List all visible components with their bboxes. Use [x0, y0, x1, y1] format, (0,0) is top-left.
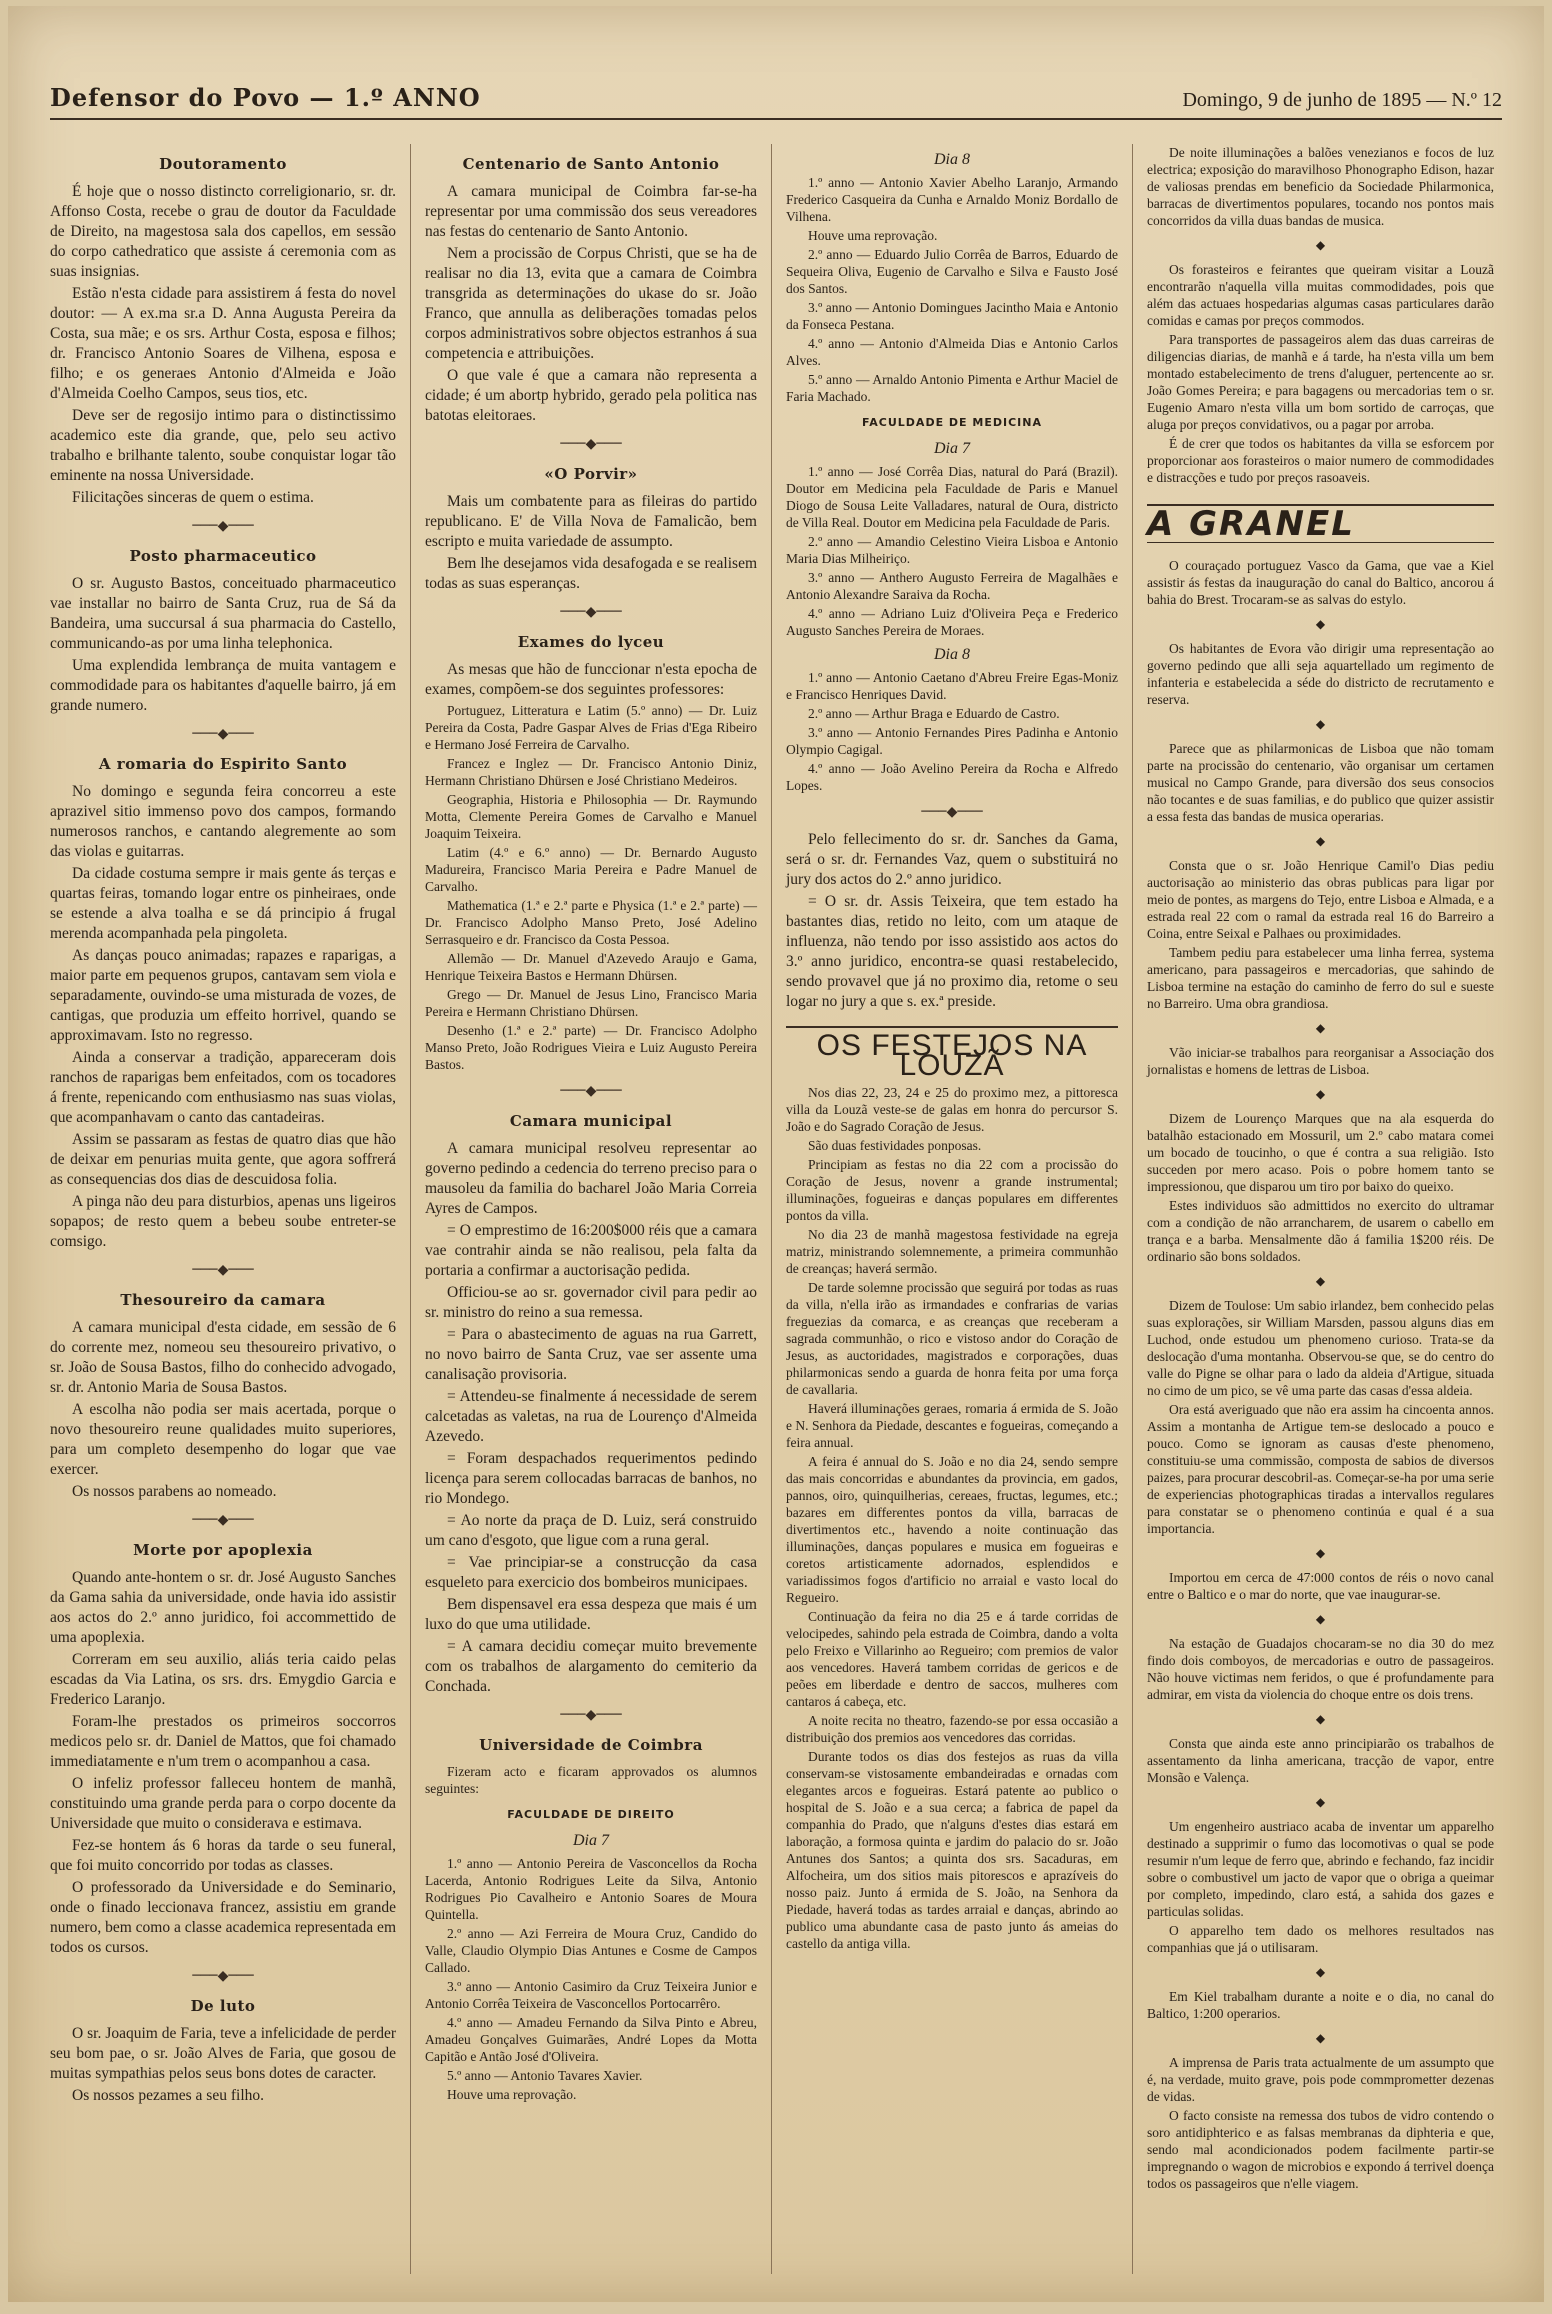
paragraph: O que vale é que a camara não representa a cidade; é um abortp hybrido, gerado pela politica nas batotas eleitoraes.	[425, 367, 757, 424]
paragraph: Houve uma reprovação.	[808, 228, 938, 243]
section-title: Exames do lyceu	[517, 633, 665, 651]
section-title: Camara municipal	[509, 1112, 673, 1130]
faculty-heading: FACULDADE DE MEDICINA	[862, 416, 1042, 429]
paragraph: Fizeram acto e ficaram approvados os alumnos seguintes:	[425, 1764, 757, 1796]
diamond-ornament: ◆	[1315, 1021, 1326, 1035]
paragraph: 1.º anno — Antonio Caetano d'Abreu Freire Egas-Moniz e Francisco Henriques David.	[786, 670, 1118, 702]
paragraph: Mathematica (1.ª e 2.ª parte e Physica (1.ª e 2.ª parte) — Dr. Francisco Adolpho Manso Preto, José Adelino Serrasqueiro e dr. Francisco da Costa Pessoa.	[425, 898, 757, 947]
ornament-divider: ───◆───	[560, 1707, 622, 1723]
ornament-divider: ───◆───	[192, 1968, 254, 1984]
paragraph: Continuação da feira no dia 25 e á tarde corridas de velocipedes, sahindo pela estrada de Coimbra, dando a volta pelo Freixo e Villarinho ao Regueiro; com premios de valor aos vencedores. Haverá tambem corridas de gericos e de peões em liberdade e dentro de saccos, mulheres com cantaros á cabeça, etc.	[786, 1609, 1118, 1709]
paragraph: Dizem de Lourenço Marques que na ala esquerda do batalhão estacionado em Mossuril, um 2.º cabo matara comei um bocado de toucinho, o que é contra a sua religião. Isto succeden por mero acaso. Pois o pobre homem tanto se impressionou, que disparou um tiro por baixo do queixo.	[1147, 1111, 1494, 1194]
paragraph: Os forasteiros e feirantes que queiram visitar a Louzã encontrarão n'aquella villa muitas commodidades, pois que além das actuaes hospedarias algumas casas particulares darão comidas e camas por preços commodos.	[1147, 262, 1494, 328]
paragraph: As danças pouco animadas; rapazes e raparigas, a maior parte em pequenos grupos, cantavam sem viola e separadamente, ouvindo-se uma misturada de vozes, de cantigas, que produzia um effeito horrivel, quando se approximavam. Isto no regresso.	[50, 947, 396, 1044]
paragraph: Consta que o sr. João Henrique Camil'o Dias pediu auctorisação ao ministerio das obras publicas para ligar por meio de pontes, as margens do Tejo, entre Lisboa e Almada, e a estrada real 22 com o ramal da estrada real 16 do Barreiro a Coina, entre Seixal e Palhaes ou proximidades.	[1147, 858, 1494, 941]
paragraph: 3.º anno — Antonio Casimiro da Cruz Teixeira Junior e Antonio Corrêa Teixeira de Vasconcellos Portocarrêro.	[425, 1979, 757, 2011]
paragraph: No domingo e segunda feira concorreu a este aprazivel sitio immenso povo dos campos, formando numerosos ranchos, e cantando alegremente ao som das violas e guitarras.	[50, 783, 396, 860]
column-4	[1133, 144, 1494, 2274]
paragraph: O professorado da Universidade e do Seminario, onde o finado leccionava francez, assistiu em grande numero, bem como a classe academica representada em todos os cursos.	[50, 1879, 396, 1956]
paragraph: = O sr. dr. Assis Teixeira, que tem estado ha bastantes dias, retido no leito, com um ataque de influenza, não tendo por isso assistido aos actos do 3.º anno juridico, encontra-se quasi restabelecido, sendo provavel que já no proximo dia, retome o seu logar no jury a que s. ex.ª preside.	[786, 893, 1118, 1010]
paragraph: A camara municipal d'esta cidade, em sessão de 6 do corrente mez, nomeou seu thesoureiro privativo, o sr. João de Sousa Bastos, filho do conhecido advogado, sr. dr. Antonio Maria de Sousa Bastos.	[50, 1319, 396, 1396]
diamond-ornament: ◆	[1315, 1795, 1326, 1809]
column-1	[50, 144, 411, 2274]
paragraph: = Attendeu-se finalmente á necessidade de serem calcetadas as valetas, na rua de Lourenço d'Almeida Azevedo.	[425, 1388, 757, 1445]
column-2	[411, 144, 772, 2274]
ornament-divider: ───◆───	[921, 804, 983, 820]
paragraph: A camara municipal resolveu representar ao governo pedindo a cedencia do terreno preciso para o mausoleu da familia do bacharel João Maria Correia Ayres de Campos.	[425, 1140, 757, 1217]
paragraph: 3.º anno — Anthero Augusto Ferreira de Magalhães e Antonio Alexandre Saraiva da Rocha.	[786, 570, 1118, 602]
paragraph: O apparelho tem dado os melhores resultados nas companhias que já o utilisaram.	[1147, 1923, 1494, 1955]
paragraph: Os nossos pezames a seu filho.	[72, 2087, 264, 2104]
diamond-ornament: ◆	[1315, 834, 1326, 848]
diamond-ornament: ◆	[1315, 238, 1326, 252]
paragraph: A feira é annual do S. João e no dia 24, sendo sempre das mais concorridas e abundantes da provincia, em gados, pannos, oiro, quinquilherias, cereaes, fructas, legumes, etc.; bazares em differentes pontos da villa, barracas de divertimentos etc., havendo a noite continuação das illuminações, danças populares e musica em fogueiras e coretos artisticamente adornados, esplendidos e variadissimos fogos d'artificio no arraial e vasto local do Regueiro.	[786, 1454, 1118, 1605]
paragraph: De tarde solemne procissão que seguirá por todas as ruas da villa, n'ella irão as irmandades e confrarias de varias freguezias da comarca, e as creanças que receberam a sagrada communhão, o rico e vistoso andor do Coração de Jesus, as auctoridades, magistrados e corporações, duas philarmonicas sendo a guarda de honra feita por uma força de cavallaria.	[786, 1280, 1118, 1397]
section-title: Morte por apoplexia	[133, 1541, 313, 1559]
paragraph: Consta que ainda este anno principiarão os trabalhos de assentamento da linha americana, tracção de vapor, entre Monsão e Valença.	[1147, 1736, 1494, 1785]
paragraph: 1.º anno — Antonio Pereira de Vasconcellos da Rocha Lacerda, Antonio Rodrigues Leite da Silva, Antonio Rodrigues Pio Cavalheiro e Antonio Soares de Moura Quintella.	[425, 1856, 757, 1922]
paragraph: 2.º anno — Arthur Braga e Eduardo de Castro.	[808, 706, 1060, 721]
paragraph: = Para o abastecimento de aguas na rua Garrett, no novo bairro de Santa Cruz, vae ser assente uma canalisação provisoria.	[425, 1326, 757, 1383]
day-heading: Dia 8	[934, 646, 970, 663]
paragraph: Estes individuos são admittidos no exercito do ultramar com a condição de não arrancharem, de usarem o cabello em trança e a barba. Mensalmente dão á familia 1$200 réis. De ordinario são bons soldados.	[1147, 1198, 1494, 1264]
paragraph: A pinga não deu para disturbios, apenas uns ligeiros sopapos; de resto quem a bebeu soube entreter-se comsigo.	[50, 1193, 396, 1250]
paragraph: A noite recita no theatro, fazendo-se por essa occasião a distribuição dos premios aos vencedores das corridas.	[786, 1713, 1118, 1745]
paragraph: 2.º anno — Azi Ferreira de Moura Cruz, Candido do Valle, Claudio Olympio Dias Antunes e Cosme de Campos Callado.	[425, 1926, 757, 1975]
paragraph: Estão n'esta cidade para assistirem á festa do novel doutor: — A ex.ma sr.a D. Anna Augusta Pereira da Costa, sua mãe; e os srs. Arthur Costa, esposa e filhos; dr. Francisco Antonio Soares de Vilhena, esposa e filho; e os generaes Antonio d'Almeida e João d'Almeida Coelho Campos, seus tios, etc.	[50, 285, 396, 402]
column-3	[772, 144, 1133, 2274]
diamond-ornament: ◆	[1315, 1087, 1326, 1101]
paragraph: = Ao norte da praça de D. Luiz, será construido um cano d'esgoto, que ligue com a runa geral.	[425, 1512, 757, 1549]
paragraph: Tambem pediu para estabelecer uma linha ferrea, systema americano, para passageiros e mercadorias, que sahindo de Lisboa termine na estação do caminho de ferro do sul e sueste no Barreiro. Uma obra grandiosa.	[1147, 945, 1494, 1011]
diamond-ornament: ◆	[1315, 1274, 1326, 1288]
paragraph: Principiam as festas no dia 22 com a procissão do Coração de Jesus, novenr a grande instrumental; illuminações, fogueiras e danças populares em differentes pontos da villa.	[786, 1157, 1118, 1223]
ornament-divider: ───◆───	[560, 1083, 622, 1099]
paragraph: Dizem de Toulose: Um sabio irlandez, bem conhecido pelas suas explorações, sir William Marsden, passou alguns dias em Luchod, onde estudou um phenomeno curioso. Trata-se da deslocação d'uma montanha. Observou-se que, se do centro do valle do Pigne se olhar para o lado da aldeia d'Artigue, situada no cimo de um pico, se vê uma parte das casas d'essa aldeia.	[1147, 1298, 1494, 1398]
section-title: A romaria do Espirito Santo	[98, 755, 348, 773]
paragraph: É de crer que todos os habitantes da villa se esforcem por proporcionar aos forasteiros o maior numero de commodidades e distracções e tudo por preços rasoaveis.	[1147, 436, 1494, 485]
paragraph: 4.º anno — Adriano Luiz d'Oliveira Peça e Frederico Augusto Sanches Pereira de Moraes.	[786, 606, 1118, 638]
section-title: De luto	[190, 1997, 256, 2015]
paragraph: Vão iniciar-se trabalhos para reorganisar a Associação dos jornalistas e homens de lettras de Lisboa.	[1147, 1045, 1494, 1077]
paragraph: Foram-lhe prestados os primeiros soccorros medicos pelo sr. dr. Daniel de Mattos, que foi chamado immediatamente e n'um trem o acompanhou a casa.	[50, 1713, 396, 1770]
paragraph: De noite illuminações a balões venezianos e focos de luz electrica; exposição do maravilhoso Phonographo Edison, hazar de valiosas prendas em beneficio da Sociedade Philarmonica, barracas de divertimentos populares, tocando nos pontos mais concorridos da villa duas bandas de musica.	[1147, 145, 1494, 228]
paragraph: Officiou-se ao sr. governador civil para pedir ao sr. ministro do reino a sua remessa.	[425, 1284, 757, 1321]
paragraph: Parece que as philarmonicas de Lisboa que não tomam parte na procissão do centenario, vão organisar um certamen musical no Campo Grande, para diversão dos seus consocios não tocantes e de suas familias, e do publico que quizer assistir a essa festa das bandas de musica operarias.	[1147, 741, 1494, 824]
paragraph: Latim (4.º e 6.º anno) — Dr. Bernardo Augusto Madureira, Francisco Maria Pereira e Padre Manuel de Carvalho.	[425, 845, 757, 894]
columns	[50, 144, 1502, 2274]
diamond-ornament: ◆	[1315, 1712, 1326, 1726]
paragraph: = Foram despachados requerimentos pedindo licença para serem collocadas barracas de banhos, no rio Mondego.	[425, 1450, 757, 1507]
paragraph: Ainda a conservar a tradição, appareceram dois ranchos de raparigas bem enfeitados, com os tocadores á frente, repenicando com enthusiasmo nas suas violas, que acompanhavam o canto das cantadeiras.	[50, 1049, 396, 1126]
paragraph: É hoje que o nosso distincto correligionario, sr. dr. Affonso Costa, recebe o grau de doutor da Faculdade de Direito, na magestosa sala dos capellos, em sessão do corpo cathedratico que assiste á ceremonia com as suas insignias.	[50, 183, 396, 280]
section-title: Centenario de Santo Antonio	[462, 155, 720, 173]
paragraph: São duas festividades ponposas.	[808, 1138, 982, 1153]
section-title: «O Porvir»	[544, 465, 638, 483]
paragraph: Da cidade costuma sempre ir mais gente ás terças e quartas feiras, tomando logar entre os pinheiraes, onde se estende a alva toalha e se dá principio á frugal merenda acompanhada pela pingoleta.	[50, 865, 396, 942]
paragraph: 1.º anno — Antonio Xavier Abelho Laranjo, Armando Frederico Casqueira da Cunha e Arnaldo Moniz Bordallo de Vilhena.	[786, 175, 1118, 224]
paragraph: Filicitações sinceras de quem o estima.	[72, 489, 314, 506]
paragraph: Durante todos os dias dos festejos as ruas da villa conservam-se vistosamente embandeiradas e ornadas com elegantes arcos e fogueiras. Estará patente ao publico o hospital de S. João e a sua cerca; a fabrica de papel da companhia do Prado, que n'alguns d'estes dias estará em laboração, a formosa quinta e jardim do palacio do sr. João Antunes dos Santos; a quinta dos srs. Sacaduras, em Alfocheira, um dos sitios mais pitorescos e aprazíveis do nosso paiz. Junto á ermida de S. João, na Senhora da Piedade, haverá todas as tardes arraial e danças, abrindo ao publico uma abundante casa de pasto junto ás ameias do castello da antiga villa.	[786, 1749, 1118, 1951]
paragraph: 3.º anno — Antonio Domingues Jacintho Maia e Antonio da Fonseca Pestana.	[786, 300, 1118, 332]
paragraph: A imprensa de Paris trata actualmente de um assumpto que é, na verdade, muito grave, pois pode commprometter dezenas de vidas.	[1147, 2055, 1494, 2104]
paragraph: Deve ser de regosijo intimo para o distinctissimo academico este dia grande, que, pelo seu activo trabalho e brilhante talento, soube conquistar logar tão eminente na nossa Universidade.	[50, 407, 396, 484]
paragraph: Fez-se hontem ás 6 horas da tarde o seu funeral, que foi muito concorrido por todas as classes.	[50, 1837, 396, 1874]
ornament-divider: ───◆───	[560, 604, 622, 620]
paragraph: O infeliz professor falleceu hontem de manhã, constituindo uma grande perda para o corpo docente da Universidade que muito o considerava e estimava.	[50, 1775, 396, 1832]
paragraph: 5.º anno — Antonio Tavares Xavier.	[447, 2068, 643, 2083]
paragraph: Mais um combatente para as fileiras do partido republicano. E' de Villa Nova de Famalicão, bem escripto e muita variedade de assumpto.	[425, 493, 757, 550]
ornament-divider: ───◆───	[192, 1512, 254, 1528]
masthead	[50, 68, 1502, 120]
paragraph: Nem a procissão de Corpus Christi, que se ha de realisar no dia 13, evita que a camara de Coimbra transgrida as determinações do ukase do sr. João Franco, que annulla as deliberações tomadas pelos corpos administrativos sobre objectos estranhos á sua competencia e attribuições.	[425, 245, 757, 362]
diamond-ornament: ◆	[1315, 1612, 1326, 1626]
paragraph: = O emprestimo de 16:200$000 réis que a camara vae contrahir ainda se não realisou, pela falta da portaria a confirmar a auctorisação pedida.	[425, 1222, 757, 1279]
section-title: Universidade de Coimbra	[479, 1736, 703, 1754]
section-title: Posto pharmaceutico	[129, 547, 317, 565]
section-title: A GRANEL	[1147, 504, 1494, 543]
paragraph: Grego — Dr. Manuel de Jesus Lino, Francisco Maria Pereira e Hermann Christiano Dhürsen.	[425, 987, 757, 1019]
day-heading: Dia 8	[934, 151, 970, 168]
paragraph: Geographia, Historia e Philosophia — Dr. Raymundo Motta, Clemente Pereira Gomes de Carvalho e Manuel Joaquim Teixeira.	[425, 792, 757, 841]
paragraph: = A camara decidiu começar muito brevemente com os trabalhos de alargamento do cemiterio da Conchada.	[425, 1638, 757, 1695]
paragraph: O sr. Joaquim de Faria, teve a infelicidade de perder seu bom pae, o sr. João Alves de Faria, que gosou de muitas sympathias pelos seus bons dotes de caracter.	[50, 2025, 396, 2082]
paragraph: Desenho (1.ª e 2.ª parte) — Dr. Francisco Adolpho Manso Preto, João Rodrigues Vieira e Luiz Augusto Pereira Bastos.	[425, 1023, 757, 1072]
paragraph: Um engenheiro austriaco acaba de inventar um apparelho destinado a supprimir o fumo das locomotivas o qual se pode resumir n'um leque de ferro que, abrindo e fechando, faz incidir sobre o combustivel um jacto de vapor que o obriga a queimar por completo, impedindo, claro está, a sahida dos gazes e particulas solidas.	[1147, 1819, 1494, 1919]
faculty-heading: FACULDADE DE DIREITO	[507, 1808, 675, 1821]
paragraph: O sr. Augusto Bastos, conceituado pharmaceutico vae installar no bairro de Santa Cruz, rua de Sá da Bandeira, uma succursal á sua pharmacia do Castello, communicando-as por uma linha telephonica.	[50, 575, 396, 652]
paragraph: Portuguez, Litteratura e Latim (5.º anno) — Dr. Luiz Pereira da Costa, Padre Gaspar Alves de Frias d'Ega Ribeiro e Hermano José Ferreira de Carvalho.	[425, 703, 757, 752]
day-heading: Dia 7	[573, 1832, 609, 1849]
paragraph: 1.º anno — José Corrêa Dias, natural do Pará (Brazil). Doutor em Medicina pela Faculdade de Paris e Manuel Diogo de Sousa Leite Valladares, natural de Oura, districto de Villa Real. Doutor em Medicina pela Faculdade de Paris.	[786, 464, 1118, 530]
paragraph: 5.º anno — Arnaldo Antonio Pimenta e Arthur Maciel de Faria Machado.	[786, 372, 1118, 404]
paragraph: Os habitantes de Evora vão dirigir uma representação ao governo pedindo que alli seja aquartellado um regimento de infanteria e estabelecida a séde do districto de recrutamento e reserva.	[1147, 641, 1494, 707]
paragraph: 4.º anno — Amadeu Fernando da Silva Pinto e Abreu, Amadeu Gonçalves Guimarães, André Lopes da Motta Capitão e Antão José d'Oliveira.	[425, 2015, 757, 2064]
paragraph: Quando ante-hontem o sr. dr. José Augusto Sanches da Gama sahia da universidade, onde havia ido assistir aos actos do 2.º anno juridico, foi accommettido de uma apoplexia.	[50, 1569, 396, 1646]
ornament-divider: ───◆───	[192, 1262, 254, 1278]
paragraph: 3.º anno — Antonio Fernandes Pires Padinha e Antonio Olympio Cagigal.	[786, 725, 1118, 757]
paragraph: Haverá illuminações geraes, romaria á ermida de S. João e N. Senhora da Piedade, descantes e fogueiras, começando a feira annual.	[786, 1401, 1118, 1450]
paragraph: Allemão — Dr. Manuel d'Azevedo Araujo e Gama, Henrique Teixeira Bastos e Hermann Dhürsen.	[425, 951, 757, 983]
paragraph: 2.º anno — Eduardo Julio Corrêa de Barros, Eduardo de Sequeira Oliva, Eugenio de Carvalho e Silva e Fausto José dos Santos.	[786, 247, 1118, 296]
section-title: Doutoramento	[159, 155, 287, 173]
diamond-ornament: ◆	[1315, 617, 1326, 631]
paragraph: = Vae principiar-se a construcção da casa esqueleto para exercicio dos bombeiros municipaes.	[425, 1554, 757, 1591]
paragraph: Bem lhe desejamos vida desafogada e se realisem todas as suas esperanças.	[425, 555, 757, 592]
diamond-ornament: ◆	[1315, 2031, 1326, 2045]
paragraph: Para transportes de passageiros alem das duas carreiras de diligencias diarias, de manhã e á tarde, ha n'esta villa um bem montado estabelecimento de trens d'aluguer, pertencente ao sr. João Gomes Pereira; e para bagagens ou mercadorias tem o sr. Eugenio Amaro n'esta villa um bom sortido de carroças, que aluga por preços convidativos, ou a pagar por arroba.	[1147, 332, 1494, 432]
ornament-divider: ───◆───	[560, 436, 622, 452]
section-title: Thesoureiro da camara	[120, 1291, 326, 1309]
article-title: OS FESTEJOS NA LOUZÃ	[786, 1026, 1118, 1076]
paragraph: Nos dias 22, 23, 24 e 25 do proximo mez, a pittoresca villa da Louzã veste-se de galas em honra do percursor S. João e do Sagrado Coração de Jesus.	[786, 1085, 1118, 1134]
paragraph: Os nossos parabens ao nomeado.	[72, 1483, 277, 1500]
paragraph: As mesas que hão de funccionar n'esta epocha de exames, compõem-se dos seguintes professores:	[425, 661, 757, 698]
paragraph: Correram em seu auxilio, aliás teria caido pelas escadas da Via Latina, os srs. drs. Emygdio Garcia e Frederico Laranjo.	[50, 1651, 396, 1708]
paragraph: Assim se passaram as festas de quatro dias que hão de deixar em penurias muita gente, que agora soffrerá as consequencias dos dias de descuidosa folia.	[50, 1131, 396, 1188]
paragraph: Ora está averiguado que não era assim ha cincoenta annos. Assim a montanha de Artigue tem-se deslocado a pouco e pouco. Como se ignoram as causas d'este phenomeno, constituiu-se uma commissão, composta de sabios de diversos paizes, para procurar descobril-as. Começar-se-ha por uma serie de experiencias photographicas tiradas a intervallos regulares para constatar se o phenomeno continúa e qual é a sua importancia.	[1147, 1402, 1494, 1536]
paragraph: Importou em cerca de 47:000 contos de réis o novo canal entre o Baltico e o mar do norte, que vae inaugurar-se.	[1147, 1570, 1494, 1602]
paragraph: Em Kiel trabalham durante a noite e o dia, no canal do Baltico, 1:200 operarios.	[1147, 1989, 1494, 2021]
paragraph: Na estação de Guadajos chocaram-se no dia 30 do mez findo dois comboyos, de mercadorias e outro de passageiros. Não houve victimas nem feridos, o que é profundamente para admirar, em vista da violencia do choque entre os dois trens.	[1147, 1636, 1494, 1702]
paragraph: Francez e Inglez — Dr. Francisco Antonio Diniz, Hermann Christiano Dhürsen e José Christiano Medeiros.	[425, 756, 757, 788]
ornament-divider: ───◆───	[192, 518, 254, 534]
paragraph: 2.º anno — Amandio Celestino Vieira Lisboa e Antonio Maria Dias Milheiriço.	[786, 534, 1118, 566]
newspaper-title: Defensor do Povo — 1.º ANNO	[50, 83, 481, 112]
ornament-divider: ───◆───	[192, 726, 254, 742]
newspaper-page	[8, 6, 1544, 2302]
paragraph: Uma explendida lembrança de muita vantagem e commodidade para os habitantes d'aquelle bairro, já em grande numero.	[50, 657, 396, 714]
paragraph: No dia 23 de manhã magestosa festividade na egreja matriz, ministrando solemnemente, a primeira communhão de creanças; haverá sermão.	[786, 1227, 1118, 1276]
diamond-ornament: ◆	[1315, 1965, 1326, 1979]
paragraph: O couraçado portuguez Vasco da Gama, que vae a Kiel assistir ás festas da inauguração do canal do Baltico, ancorou á bahia do Brest. Trocaram-se as salvas do estylo.	[1147, 558, 1494, 607]
paragraph: 4.º anno — João Avelino Pereira da Rocha e Alfredo Lopes.	[786, 761, 1118, 793]
issue-date: Domingo, 9 de junho de 1895 — N.º 12	[1182, 89, 1502, 111]
paragraph: Bem dispensavel era essa despeza que mais é um luxo do que uma utilidade.	[425, 1596, 757, 1633]
paragraph: O facto consiste na remessa dos tubos de vidro contendo o soro antidiphterico e as falsas membranas da diphteria e que, sendo mal acondicionados podem facilmente partir-se impregnando o wagon de microbios e expondo á terrivel doença todos os passageiros que n'elle viagem.	[1147, 2108, 1494, 2191]
day-heading: Dia 7	[934, 440, 970, 457]
paragraph: A camara municipal de Coimbra far-se-ha representar por uma commissão dos seus vereadores nas festas do centenario de Santo Antonio.	[425, 183, 757, 240]
paragraph: Pelo fellecimento do sr. dr. Sanches da Gama, será o sr. dr. Fernandes Vaz, quem o substituirá no jury dos actos do 2.º anno juridico.	[786, 831, 1118, 888]
paragraph: 4.º anno — Antonio d'Almeida Dias e Antonio Carlos Alves.	[786, 336, 1118, 368]
diamond-ornament: ◆	[1315, 1546, 1326, 1560]
paragraph: Houve uma reprovação.	[447, 2087, 577, 2102]
paragraph: A escolha não podia ser mais acertada, porque o novo thesoureiro reune qualidades muito superiores, para um completo desempenho do logar que vae exercer.	[50, 1401, 396, 1478]
diamond-ornament: ◆	[1315, 717, 1326, 731]
